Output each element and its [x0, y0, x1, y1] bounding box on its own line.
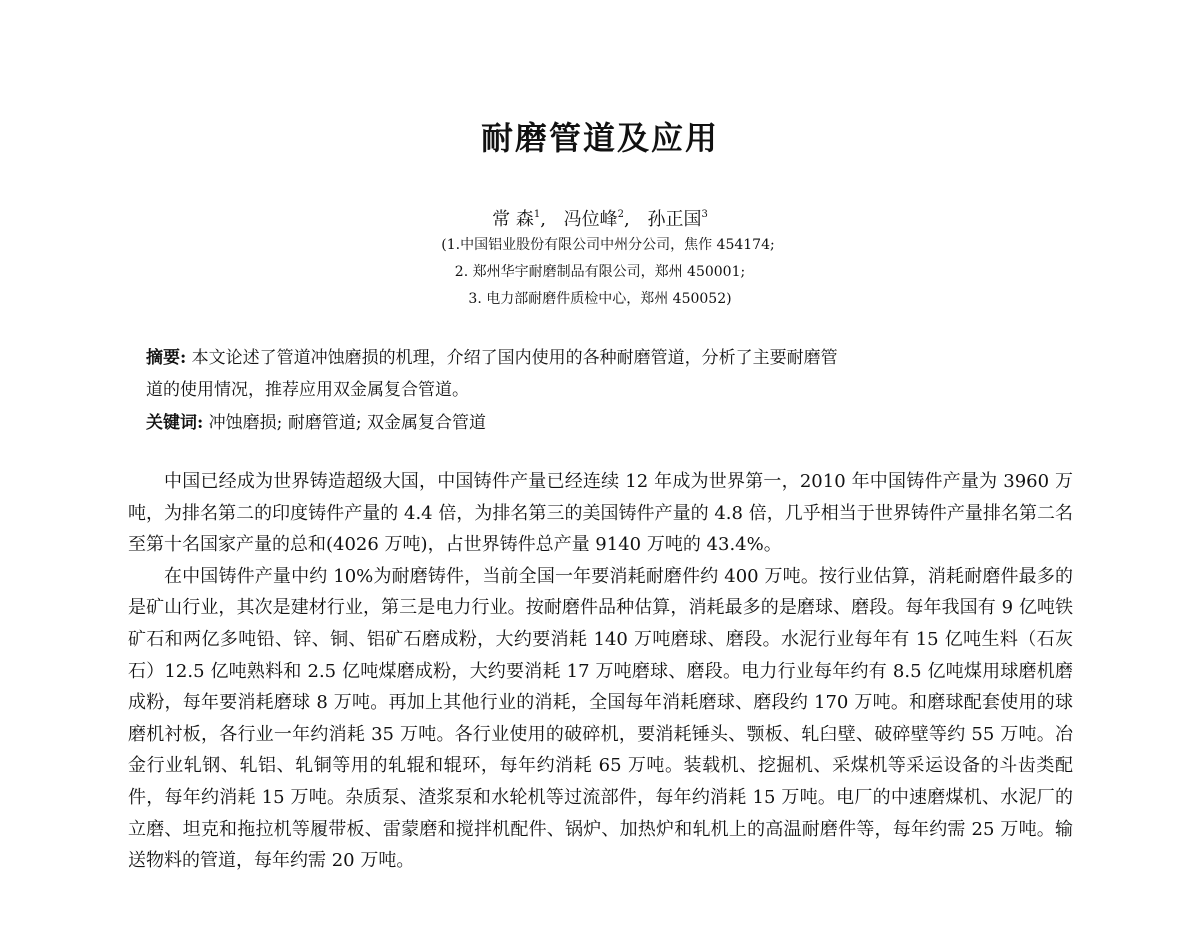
affiliation-2: 2. 郑州华宇耐磨制品有限公司，郑州 450001; [454, 264, 746, 280]
paper-title: 耐磨管道及应用 [480, 119, 719, 157]
abstract-text-1: 本文论述了管道冲蚀磨损的机理，介绍了国内使用的各种耐磨管道，分析了主要耐磨管 [186, 348, 838, 368]
body-paragraph-2: 在中国铸件产量中约 10%为耐磨铸件，当前全国一年要消耗耐磨件约 400 万吨。按行业估算，消耗耐磨件最多的是矿山行业，其次是建材行业，第三是电力行业。按耐磨件品种估算，消耗最多的是磨球、磨段。每年我国有 9 亿吨铁矿石和两亿多吨铅、锌、铜、铝矿石磨成粉，大约要消耗 140 万吨磨球、磨段。水泥行业每年有 15 亿吨生料（石灰石）12.5 亿吨熟料和 2.5 亿吨煤磨成粉，大约要消耗 17 万吨磨球、磨段。电力行业每年约有 8.5 亿吨煤用球磨机磨成粉，每年要消耗磨球 8 万吨。再加上其他行业的消耗，全国每年消耗磨球、磨段约 170 万吨。和磨球配套使用的球磨机衬板，各行业一年约消耗 35 万吨。各行业使用的破碎机，要消耗锤头、颚板、轧臼壁、破碎壁等约 55 万吨。冶金行业轧钢、轧铝、轧铜等用的轧辊和辊环，每年约消耗 65 万吨。装载机、挖掘机、采煤机等采运设备的斗齿类配件，每年约消耗 15 万吨。杂质泵、渣浆泵和水轮机等过流部件，每年约消耗 15 万吨。电厂的中速磨煤机、水泥厂的立磨、坦克和拖拉机等履带板、雷蒙磨和搅拌机配件、锅炉、加热炉和轧机上的高温耐磨件等，每年约需 25 万吨。输送物料的管道，每年约需 20 万吨。 [128, 565, 1073, 872]
author-name: 孙正国 [647, 209, 702, 230]
affiliation-1: (1.中国铝业股份有限公司中州分公司，焦作 454174; [441, 237, 775, 253]
author-affil-mark: 1 [533, 209, 541, 220]
author-2: 冯位峰$^2$, [563, 209, 630, 230]
affiliation-3: 3. 电力部耐磨件质检中心，郑州 450052) [468, 291, 732, 307]
body-paragraph-1: 中国已经成为世界铸造超级大国，中国铸件产量已经连续 12 年成为世界第一，2010 年中国铸件产量为 3960 万吨，为排名第二的印度铸件产量的 4.4 倍，为排名第三的美国铸件产量的 4.8 倍，几乎相当于世界铸件产量排名第二名至第十名国家产量的总和(4026 万吨)，占世界铸件总产量 9140 万吨的 43.4%。 [128, 471, 1073, 556]
author-affil-mark: 3 [701, 209, 708, 220]
author-3 [648, 209, 708, 230]
abstract-text-2: 道的使用情况，推荐应用双金属复合管道。 [146, 380, 469, 400]
abstract-line-2 [146, 375, 1076, 405]
body-text [128, 466, 1073, 877]
keywords-label: 关键词: [146, 413, 204, 433]
keywords-text: 冲蚀磨损; 耐磨管道; 双金属复合管道 [203, 413, 486, 433]
author-line [0, 203, 1200, 232]
author-name: 常 森 [492, 209, 534, 230]
abstract-label: 摘要: [146, 348, 187, 368]
author-name: 冯位峰 [563, 209, 618, 230]
keywords-line [146, 408, 1076, 438]
author-1: 常 森$^1$, [492, 209, 546, 230]
abstract-line-1 [146, 343, 1076, 373]
author-affil-mark: 2 [617, 209, 625, 220]
